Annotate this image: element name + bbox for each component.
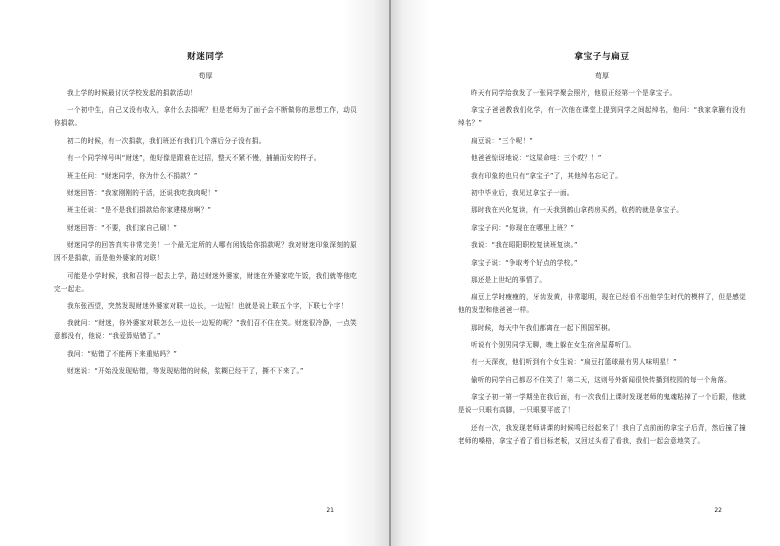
paragraph: 那还是上世纪的事情了。 (471, 275, 547, 284)
paragraph: 财迷同学的回答真实非常完美！一个最无定所的人哪有闲钱给你捐款呢？我对财迷印象深刻的原因不是捐款，而是他外婆家的对联！ (54, 241, 357, 263)
paragraph: 听说有个别男同学无聊，晚上躲在女生宿舍屋幕听门。 (471, 341, 636, 350)
paragraph: 班主任说：“是不是我们捐款给你家建楼房啊？” (67, 206, 212, 215)
paragraph: 拿宝子说：“争取考个好点的学校。” (471, 258, 578, 267)
page-number: 22 (714, 507, 722, 514)
right-page-body (458, 87, 746, 448)
paragraph: 我有印象的也只有“拿宝子”了，其他绰名忘记了。 (471, 171, 623, 180)
right-page-title: 拿宝子与扁豆 (574, 52, 630, 62)
paragraph: 还有一次，我发现老师讲课的时候鸣已经起来了！我自了点前面的拿宝子后背，然后撞了撞老师的嗓格，拿宝子看了看目标老板，又回过头看了看我，我们一起会意地笑了。 (458, 423, 746, 445)
paragraph: 一个初中生，自己又没有收入，拿什么去捐呢？但是老师为了面子会不断做你的思想工作，动员你捐款。 (54, 106, 357, 128)
paragraph: 偷听的同学自己都忍不住笑了！第二天，这则号外新闻很快传播到校园的每一个角落。 (471, 375, 732, 384)
paragraph: 昨天有同学给我发了一张同学聚会照片，他很正经第一个是拿宝子。 (471, 89, 677, 97)
left-page-title: 财迷同学 (187, 52, 224, 62)
paragraph: 财迷回答：“我家刚刚的干活，还说我吃我肉呢！” (67, 188, 219, 197)
paragraph: 拿宝子问：“你现在在哪里上班？” (471, 223, 575, 232)
paragraph: 我上学的时候最讨厌学校发起的捐款活动！ (67, 89, 198, 97)
paragraph: 拿宝子爸爸教我们化学，有一次他在课堂上提到同学之间起绰名，他问：“我家拿蒯有没有绰名？” (458, 106, 746, 128)
paragraph: 拿宝子初一第一学期坐在我后面，有一次我们上课时发现老师的鬼魂粘掉了一个后跟，他就是说一只眼有高脚，一只眼要平底了！ (458, 393, 746, 415)
right-page-author: 苟厚 (595, 72, 609, 80)
page-number: 21 (326, 507, 334, 514)
left-page (0, 0, 389, 546)
left-page-author: 苟厚 (198, 72, 213, 80)
paragraph: 扁豆上学时瘦瘦的，牙齿发黄，非常聪明，现在已经看不出他学生时代的模样了，但是感觉他的发型和他爸爸一样。 (458, 293, 746, 315)
paragraph: 有一天深夜，他们听到有个女生说：“扁豆打篮球最有男人味明星！” (471, 358, 677, 367)
paragraph: 我问：“贴错了不能两下来重贴吗？” (67, 349, 177, 358)
paragraph: 我东张西望，突然发现财迷外婆家对联一边长，一边短！也就是说上联五个字，下联七个字！ (67, 301, 348, 310)
paragraph: 初中毕业后，我见过拿宝子一面。 (471, 188, 574, 197)
right-page (391, 0, 780, 546)
paragraph: 可能是小学时候，我和召得一起去上学，路过财迷外婆家，财迷在外婆家吃午饭，我们就等他吃完一起走。 (54, 271, 357, 293)
paragraph: 那时候，每天中午我们都离在一起下围国军棋。 (471, 323, 615, 332)
paragraph: 班主任问：“财迷同学，你为什么不捐款？” (67, 171, 198, 180)
paragraph: 我就问：“财迷，你外婆家对联怎么一边长一边短的呢？”我们召不住在笑。财迷很冷静，一点笑意都没有，他说：“我爱算贴错了。” (54, 319, 357, 341)
paragraph: 那时我在兴化复读，有一天我到鹤山拿药房买药，收药的就是拿宝子。 (471, 206, 684, 215)
paragraph: 初二的时候，有一次捐款，我们班还有我们几个落后分子没有捐。 (67, 136, 266, 145)
paragraph: 他爸爸惊讶地说：“这屎命哇：三个哎？！” (471, 154, 602, 163)
paragraph: 财迷说：“开始没发现贴错，等发现贴错的时候，浆糊已经干了，撕不下来了。” (67, 367, 304, 376)
left-page-body (54, 87, 357, 378)
paragraph: 扁豆说：“三个呢！” (471, 136, 534, 145)
paragraph: 有一个同学绰号叫“财迷”，他好像是跟谁在过招，整天不紧不慢，捕捕而安的样子。 (67, 154, 321, 163)
paragraph: 财迷回答：“不要，我们家自己刷！” (67, 223, 177, 232)
paragraph: 我说：“我在昭阳职校复读班复读。” (471, 241, 578, 250)
